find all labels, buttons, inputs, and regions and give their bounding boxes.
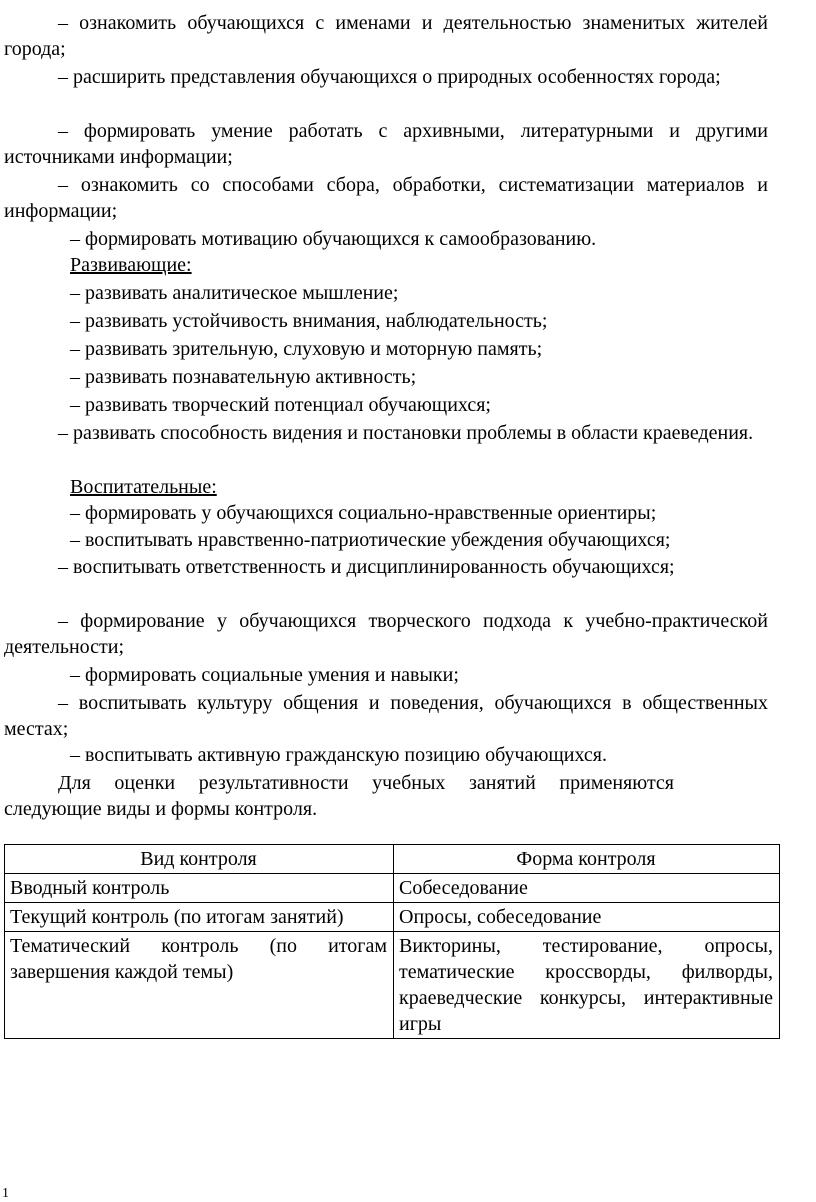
table-cell: Текущий контроль (по итогам занятий) bbox=[5, 903, 394, 932]
control-forms-table bbox=[4, 844, 780, 1039]
paragraph-10: – развивать творческий потенциал обучающихся; bbox=[70, 394, 491, 416]
table-row bbox=[5, 903, 780, 932]
paragraph-16: – формировать социальные умения и навыки; bbox=[70, 664, 459, 686]
table-cell: Вводный контроль bbox=[5, 874, 394, 903]
table-cell: Викторины, тестирование, опросы, тематические кроссворды, филворды, краеведческие конкурсы, интерактивные игры bbox=[394, 932, 780, 1039]
paragraph-7: – развивать устойчивость внимания, наблюдательность; bbox=[70, 310, 548, 332]
section-heading-educational: Воспитательные: bbox=[70, 476, 217, 498]
table-cell: Тематический контроль (по итогам завершения каждой темы) bbox=[5, 932, 394, 1039]
paragraph-9: – развивать познавательную активность; bbox=[70, 366, 417, 388]
paragraph-12: – формировать у обучающихся социально-нравственные ориентиры; bbox=[70, 502, 657, 524]
paragraph-3: – формировать умение работать с архивными, литературными и другими источниками информации; bbox=[4, 120, 768, 168]
paragraph-18: – воспитывать активную гражданскую позицию обучающихся. bbox=[70, 744, 607, 766]
table-header-cell: Форма контроля bbox=[394, 845, 780, 874]
paragraph-11: – развивать способность видения и постановки проблемы в области краеведения. bbox=[58, 422, 754, 444]
table-header-row bbox=[5, 845, 780, 874]
table-cell: Опросы, собеседование bbox=[394, 903, 780, 932]
page-number: 1 bbox=[2, 1186, 9, 1201]
paragraph-8: – развивать зрительную, слуховую и моторную память; bbox=[70, 338, 543, 360]
section-heading-developing: Развивающие: bbox=[70, 254, 192, 276]
paragraph-2: – расширить представления обучающихся о природных особенностях города; bbox=[58, 66, 721, 88]
paragraph-19: Для оценки результативности учебных занятий применяются следующие виды и формы контроля. bbox=[4, 772, 674, 820]
paragraph-1: – ознакомить обучающихся с именами и деятельностью знаменитых жителей города; bbox=[4, 12, 768, 60]
paragraph-17: – воспитывать культуру общения и поведения, обучающихся в общественных местах; bbox=[4, 692, 768, 740]
paragraph-6: – развивать аналитическое мышление; bbox=[70, 282, 399, 304]
paragraph-13: – воспитывать нравственно-патриотические убеждения обучающихся; bbox=[70, 529, 671, 551]
paragraph-14: – воспитывать ответственность и дисциплинированность обучающихся; bbox=[58, 556, 675, 578]
paragraph-4: – ознакомить со способами сбора, обработки, систематизации материалов и информации; bbox=[4, 174, 768, 222]
paragraph-15: – формирование у обучающихся творческого подхода к учебно-практической деятельности; bbox=[4, 610, 768, 658]
table-cell: Собеседование bbox=[394, 874, 780, 903]
paragraph-5: – формировать мотивацию обучающихся к самообразованию. bbox=[70, 228, 597, 250]
table-header-cell: Вид контроля bbox=[5, 845, 394, 874]
table-row bbox=[5, 932, 780, 1039]
table-row bbox=[5, 874, 780, 903]
